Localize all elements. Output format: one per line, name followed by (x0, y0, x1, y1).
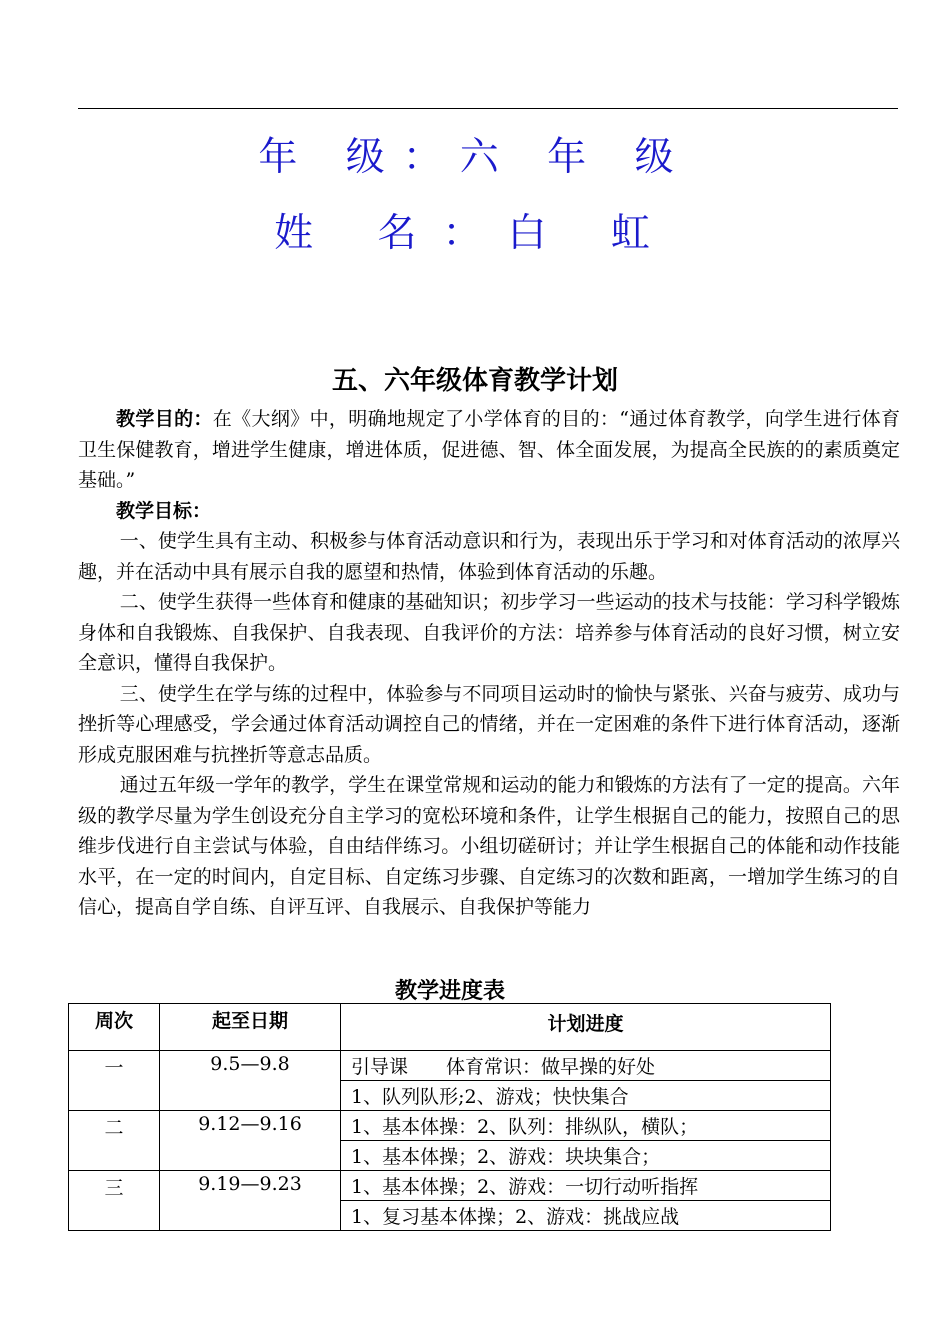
week-cell: 三 (69, 1171, 160, 1231)
header-dates: 起至日期 (160, 1004, 341, 1051)
week-cell: 一 (69, 1051, 160, 1111)
goal-item: 一、使学生具有主动、积极参与体育活动意识和行为，表现出乐于学习和对体育活动的浓厚兴趣，并在活动中具有展示自我的愿望和热情，体验到体育活动的乐趣。 (78, 530, 900, 583)
date-cell: 9.5—9.8 (160, 1051, 341, 1111)
purpose-paragraph (78, 404, 900, 496)
plan-cell: 1、基本体操；2、游戏：一切行动听指挥 (341, 1171, 831, 1201)
plan-cell: 1、基本体操；2、游戏：块块集合； (341, 1141, 831, 1171)
date-cell: 9.12—9.16 (160, 1111, 341, 1171)
week-cell: 二 (69, 1111, 160, 1171)
header-week: 周次 (69, 1004, 160, 1051)
purpose-text: 在《大纲》中，明确地规定了小学体育的目的：“通过体育教学，向学生进行体育卫生保健教育，增进学生健康，增进体质，促进德、智、体全面发展，为提高全民族的的素质奠定基础。” (78, 408, 900, 491)
schedule-title: 教学进度表 (394, 979, 505, 1004)
goal-item: 三、使学生在学与练的过程中，体验参与不同项目运动时的愉快与紧张、兴奋与疲劳、成功与挫折等心理感受，学会通过体育活动调控自己的情绪，并在一定困难的条件下进行体育活动，逐渐形成克服困难与抗挫折等意志品质。 (78, 682, 900, 766)
plan-cell: 引导课 体育常识：做早操的好处 (341, 1051, 831, 1081)
document-body (78, 404, 900, 923)
header-rule (78, 108, 898, 109)
table-row (69, 1051, 831, 1081)
cover-grade: 年 级：六 年 级 (258, 135, 692, 180)
plan-cell: 1、队列队形;2、游戏；快快集合 (341, 1081, 831, 1111)
table-header-row (69, 1004, 831, 1051)
table-row (69, 1171, 831, 1201)
page-title: 五、六年级体育教学计划 (331, 366, 618, 396)
date-cell: 9.19—9.23 (160, 1171, 341, 1231)
summary-paragraph: 通过五年级一学年的教学，学生在课堂常规和运动的能力和锻炼的方法有了一定的提高。六年级的教学尽量为学生创设充分自主学习的宽松环境和条件，让学生根据自己的能力，按照自己的思维步伐进行自主尝试与体验，自由结伴练习。小组切磋研讨；并让学生根据自己的体能和动作技能水平，在一定的时间内，自定目标、自定练习步骤、自定练习的次数和距离，一增加学生练习的自信心，提高自学自练、自评互评、自我展示、自我保护等能力 (78, 774, 900, 918)
header-plan: 计划进度 (341, 1004, 831, 1051)
goal-item: 二、使学生获得一些体育和健康的基础知识；初步学习一些运动的技术与技能：学习科学锻炼身体和自我锻炼、自我保护、自我表现、自我评价的方法：培养参与体育活动的良好习惯，树立安全意识，懂得自我保护。 (78, 591, 900, 674)
plan-cell: 1、复习基本体操；2、游戏：挑战应战 (341, 1201, 831, 1231)
table-row (69, 1111, 831, 1141)
goals-heading (78, 496, 900, 527)
goals-label: 教学目标： (116, 499, 212, 522)
purpose-label: 教学目的： (116, 408, 213, 430)
cover-name: 姓 名：白 虹 (274, 211, 676, 256)
schedule-table (68, 1003, 831, 1231)
plan-cell: 1、基本体操：2、队列：排纵队，横队； (341, 1111, 831, 1141)
